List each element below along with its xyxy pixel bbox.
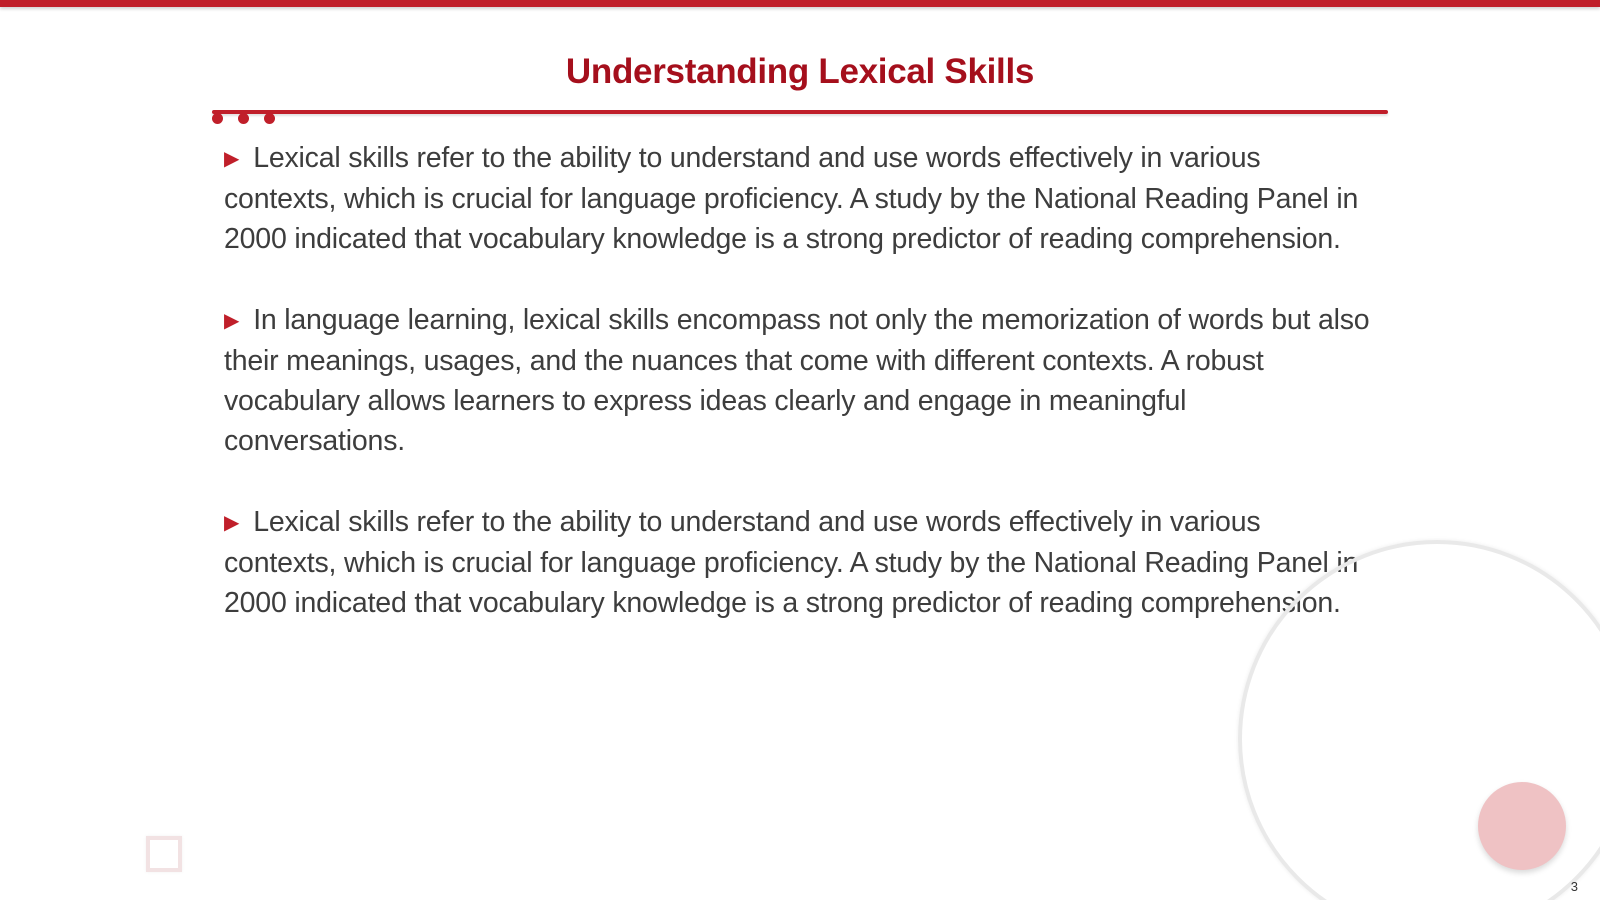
decorative-dot <box>212 113 223 124</box>
bullet-text: Lexical skills refer to the ability to understand and use words effectively in various contexts, which is crucial for language proficiency. A study by the National Reading Panel in 2000 indicated that vocabulary knowledge is a strong predictor of reading comprehension. <box>224 142 1359 255</box>
decorative-circle <box>1478 782 1566 870</box>
page-number: 3 <box>1570 879 1578 894</box>
triangle-right-icon: ▶ <box>224 148 240 170</box>
triangle-right-icon: ▶ <box>224 310 240 332</box>
bullet-text: In language learning, lexical skills encompass not only the memorization of words but also their meanings, usages, and the nuances that come with different contexts. A robust vocabulary allows learners to express ideas clearly and engage in meaningful conversations. <box>224 304 1370 457</box>
decorative-dot <box>264 113 275 124</box>
title-underline <box>212 110 1388 114</box>
top-accent-bar <box>0 0 1600 7</box>
decorative-dot <box>238 113 249 124</box>
decorative-square <box>146 836 182 872</box>
bullet-item <box>224 300 1374 461</box>
slide-title: Understanding Lexical Skills <box>565 52 1035 91</box>
bullet-text: Lexical skills refer to the ability to understand and use words effectively in various contexts, which is crucial for language proficiency. A study by the National Reading Panel in 2000 indicated that vocabulary knowledge is a strong predictor of reading comprehension. <box>224 506 1359 619</box>
bullet-list <box>224 138 1374 664</box>
bullet-item <box>224 502 1374 623</box>
triangle-right-icon: ▶ <box>224 512 240 534</box>
bullet-item <box>224 138 1374 259</box>
